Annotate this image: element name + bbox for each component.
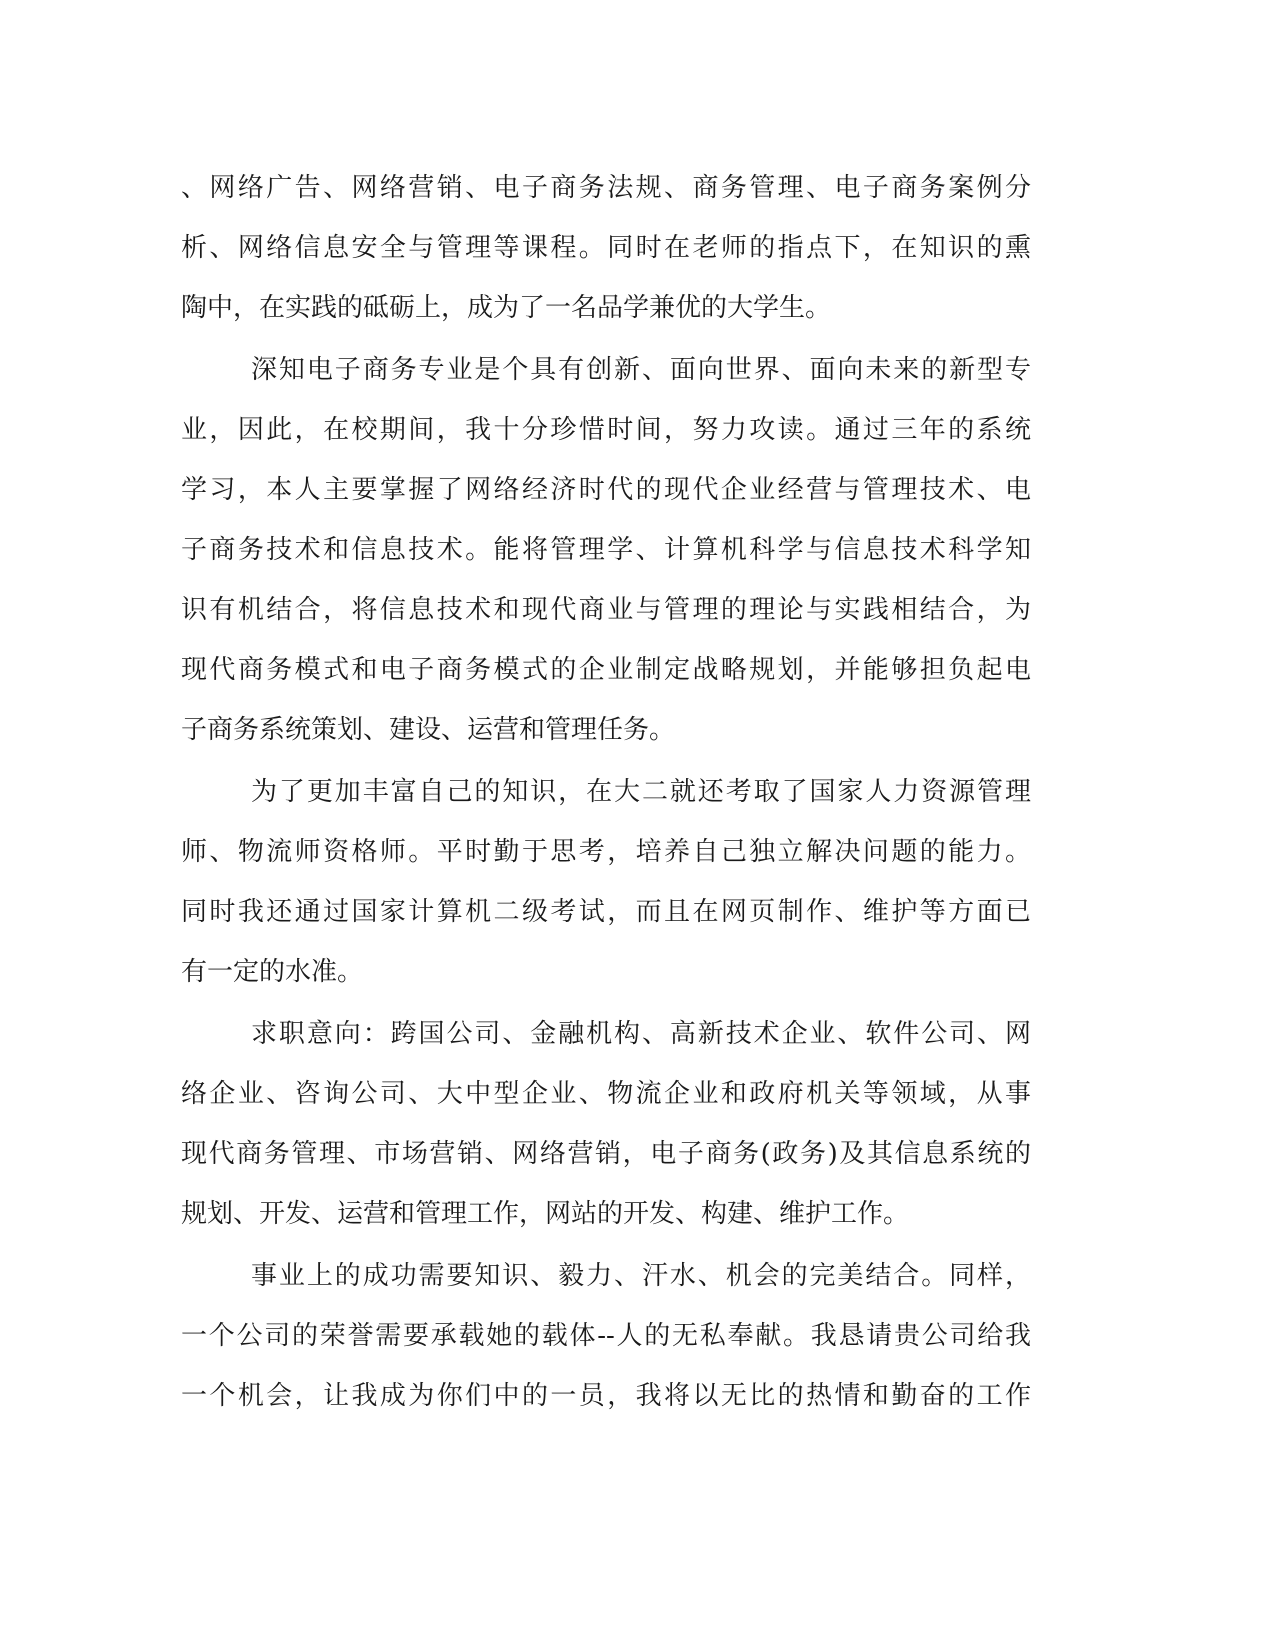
text-line: 同时我还通过国家计算机二级考试，而且在网页制作、维护等方面已: [181, 897, 1031, 927]
text-line: 事业上的成功需要知识、毅力、汗水、机会的完美结合。同样，: [251, 1261, 1031, 1291]
text-line: 子商务系统策划、建设、运营和管理任务。: [181, 715, 676, 745]
text-line: 现代商务模式和电子商务模式的企业制定战略规划，并能够担负起电: [181, 655, 1031, 685]
text-line: 为了更加丰富自己的知识，在大二就还考取了国家人力资源管理: [251, 777, 1031, 807]
text-line: 学习，本人主要掌握了网络经济时代的现代企业经营与管理技术、电: [181, 475, 1031, 505]
text-line: 陶中，在实践的砥砺上，成为了一名品学兼优的大学生。: [181, 293, 832, 323]
text-line: 师、物流师资格师。平时勤于思考，培养自己独立解决问题的能力。: [181, 837, 1031, 867]
text-line: 、网络广告、网络营销、电子商务法规、商务管理、电子商务案例分: [181, 173, 1031, 203]
paragraph-closing: [181, 1246, 1031, 1426]
text-line: 业，因此，在校期间，我十分珍惜时间，努力攻读。通过三年的系统: [181, 415, 1031, 445]
text-line: 络企业、咨询公司、大中型企业、物流企业和政府机关等领域，从事: [181, 1079, 1031, 1109]
text-line: 有一定的水准。: [181, 957, 364, 987]
text-line: 识有机结合，将信息技术和现代商业与管理的理论与实践相结合，为: [181, 595, 1031, 625]
document-body: [181, 158, 1031, 1426]
paragraph-course-list: [181, 158, 1031, 338]
text-line: 一个公司的荣誉需要承载她的载体--人的无私奉献。我恳请贵公司给我: [181, 1321, 1031, 1351]
text-line: 一个机会，让我成为你们中的一员，我将以无比的热情和勤奋的工作: [181, 1381, 1031, 1411]
text-line: 求职意向：跨国公司、金融机构、高新技术企业、软件公司、网: [251, 1019, 1031, 1049]
text-line: 深知电子商务专业是个具有创新、面向世界、面向未来的新型专: [251, 355, 1031, 385]
text-line: 规划、开发、运营和管理工作，网站的开发、构建、维护工作。: [181, 1199, 910, 1229]
text-line: 析、网络信息安全与管理等课程。同时在老师的指点下，在知识的熏: [181, 233, 1031, 263]
text-line: 子商务技术和信息技术。能将管理学、计算机科学与信息技术科学知: [181, 535, 1031, 565]
paragraph-certificates: [181, 762, 1031, 1002]
paragraph-job-intention: [181, 1004, 1031, 1244]
paragraph-major-study: [181, 340, 1031, 760]
text-line: 现代商务管理、市场营销、网络营销，电子商务(政务)及其信息系统的: [181, 1139, 1031, 1169]
